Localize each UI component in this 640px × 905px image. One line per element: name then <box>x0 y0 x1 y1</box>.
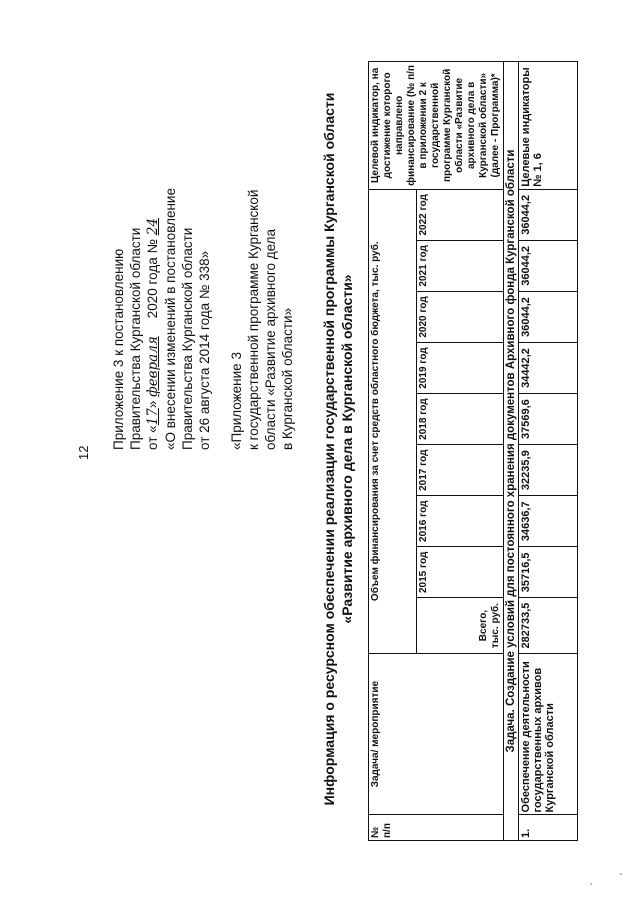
row-2018: 37569,6 <box>519 394 578 445</box>
header-indicator: Целевой индикатор, на достижение которого направлено финансирование (№ п/п в приложении 2 к государственной программе Курганской области «Развитие архивного дела в Курганской области» (далее - Программа)* <box>369 62 504 190</box>
row-2015: 35716,5 <box>519 547 578 598</box>
appendix-ref-line: области «Развитие архивного дела <box>263 228 278 450</box>
header-year-2021: 2021 год <box>417 240 504 291</box>
header-num: № п/п <box>369 815 504 841</box>
scan-speck <box>590 883 592 885</box>
row-2022: 36044,2 <box>519 189 578 240</box>
header-year-2017: 2017 год <box>417 445 504 496</box>
row-2020: 36044,2 <box>519 291 578 342</box>
row-indicator: Целевые индикаторы № 1, 6 <box>519 62 578 190</box>
header-year-2018: 2018 год <box>417 394 504 445</box>
resource-table <box>368 61 578 841</box>
header-funding: Объем финансирования за счет средств областного бюджета, тыс. руб. <box>369 189 417 653</box>
date-month-handwritten: февраля <box>145 336 161 397</box>
appendix-header <box>110 50 213 450</box>
row-2017: 32235,9 <box>519 445 578 496</box>
appendix-header-line: Приложение 3 к постановлению <box>111 248 126 450</box>
table-row <box>519 62 578 841</box>
appendix-reference <box>228 50 296 450</box>
title-line-2: «Развитие архивного дела в Курганской области» <box>339 274 355 624</box>
row-2021: 36044,2 <box>519 240 578 291</box>
appendix-header-date-line <box>144 50 162 450</box>
date-prefix: от « <box>145 425 160 450</box>
header-year-2019: 2019 год <box>417 343 504 394</box>
appendix-header-line: от 26 августа 2014 года № 338» <box>197 250 212 450</box>
appendix-ref-line: «Приложение 3 <box>229 352 244 450</box>
row-2019: 34442,2 <box>519 343 578 394</box>
row-2016: 34636,7 <box>519 496 578 547</box>
document-title <box>320 79 356 819</box>
appendix-ref-line: к государственной программе Курганской <box>246 189 261 450</box>
row-total: 282733,5 <box>519 598 578 653</box>
header-total: Всего, тыс. руб. <box>417 598 504 653</box>
header-task: Задача/ мероприятие <box>369 653 504 815</box>
appendix-header-line: Правительства Курганской области <box>128 227 143 450</box>
date-day-handwritten: 17 <box>145 408 161 426</box>
date-mid: » <box>145 400 160 409</box>
page-number: 12 <box>76 445 91 460</box>
appendix-ref-line: в Курганской области» <box>280 307 295 450</box>
row-name: Обеспечение деятельности государственных архивов Курганской области <box>519 653 578 815</box>
task-row <box>504 62 519 841</box>
date-year: 2020 года № <box>145 238 160 319</box>
header-year-2016: 2016 год <box>417 496 504 547</box>
appendix-header-line: «О внесении изменений в постановление <box>163 188 178 450</box>
task-title: Задача. Создание условий для постоянного хранения документов Архивного фонда Курганской области <box>504 62 519 841</box>
scan-speck <box>620 873 622 875</box>
row-num: 1. <box>519 815 578 841</box>
header-year-2015: 2015 год <box>417 547 504 598</box>
appendix-header-line: Правительства Курганской области <box>180 227 195 450</box>
header-year-2020: 2020 год <box>417 291 504 342</box>
title-line-1: Информация о ресурсном обеспечении реализации государственной программы Курганской области <box>321 92 337 806</box>
table-header-row <box>369 62 417 841</box>
doc-number-handwritten: 24 <box>145 218 161 236</box>
header-year-2022: 2022 год <box>417 189 504 240</box>
